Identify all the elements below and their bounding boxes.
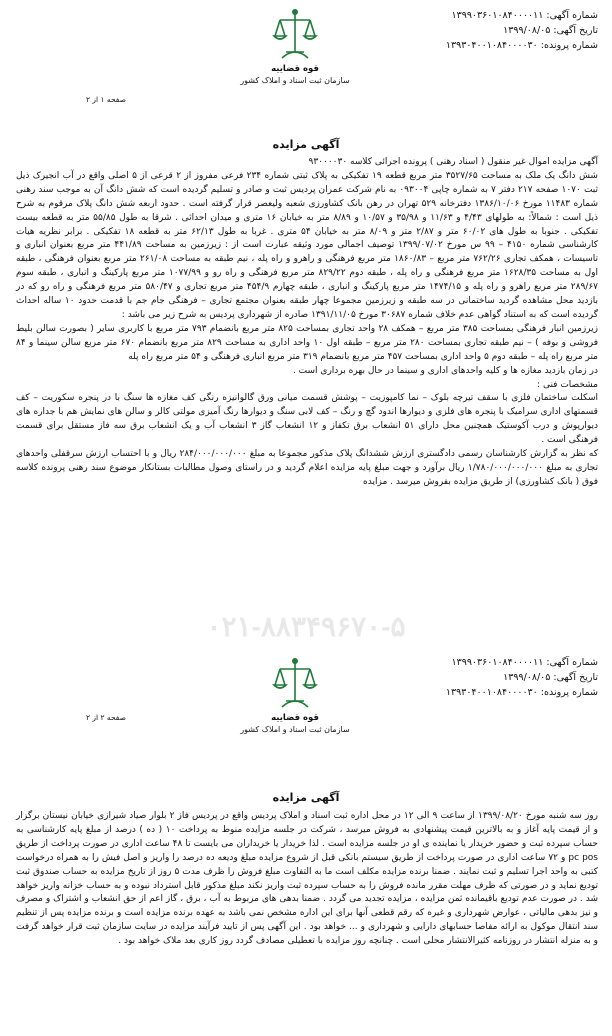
paragraph: مشخصات فنی : xyxy=(537,379,598,390)
file-number: شماره پرونده: ۱۳۹۳۰۴۰۰۱۰۸۴۰۰۰۰۳۰ xyxy=(445,687,598,698)
judiciary-emblem-icon xyxy=(272,6,318,64)
watermark-phone: ۰۲۱-۸۸۳۴۹۶۷۰-۵ xyxy=(206,611,406,642)
notice-date: تاریخ آگهی: ۱۳۹۹/۰۸/۰۵ xyxy=(503,672,598,683)
paragraph: آگهی مزایده اموال غیر منقول ( اسناد رهنی ) پرونده اجرائی کلاسه ۹۳۰۰۰۰۳۰ xyxy=(308,157,598,167)
paragraph: که نظر به گزارش کارشناسان رسمی دادگستری ارزش ششدانگ پلاک مذکور مجموعا به مبلغ ۲۸۴/۰۰۰/۰۰۰/۰۰۰ ریال و با احتساب ارزش سرقفلی واحدهای تجاری به مبلغ ۱/۷۸۰/۰۰۰/۰۰۰/۰۰۰ ریال برآورد و جهت مبلغ پایه مزایده اعلام گردید و در راستای وصول مطالبات بستانکار موضوع سند رهنی پرونده کلاسه فوق ( بانک کشاورزی) از طریق مزایده بفروش میرسد . مزایده xyxy=(16,449,598,487)
notice-2-header xyxy=(0,655,612,765)
notice-2-title: آگهی مزایده xyxy=(272,791,340,804)
notice-date: تاریخ آگهی: ۱۳۹۹/۰۸/۰۵ xyxy=(503,25,598,36)
logo-line-2: سازمان ثبت اسناد و املاک کشور xyxy=(240,76,350,85)
logo-line-1: قوه قضاییه xyxy=(271,713,319,723)
notice-2-body xyxy=(16,810,598,949)
paragraph: اسکلت ساختمان فلزی با سقف تیرچه بلوک – نما کامپوزیت – پوشش قسمت میانی ورق گالوانیزه رنگی کف مغازه ها سنگ با در پنجره سکوریت – کف قسمتهای اداری سرامیک با پنجره های فلزی و دیوارها اندود گچ و رنگ – کف لابی سنگ و دیوارها رنگ آمیزی مولتی کالر و سالن های نمایش هم با جداره های دیوارپوش و درب آکوستیک همچنین محل دارای ۵۱ انشعاب برق تکفاز و ۱۲ انشعاب گاز ۳ انشعاب آب و یک انشعاب برق سه فاز مستقل برای قسمت فرهنگی است . xyxy=(16,393,599,446)
judiciary-emblem-icon xyxy=(272,655,318,713)
paragraph: شش دانگ یک ملک به مساحت ۳۵۲۷/۶۵ متر مربع قطعه ۱۹ تفکیکی به پلاک ثبتی شماره ۲۳۴ فرعی مفروز از ۲ قرعی از ۵ اصلی واقع در آب انجیرک ذیل ثبت ۱۰۷۰ صفحه ۲۱۷ دفتر ۷ به شماره چاپی ۰۹۳۰۰۴ به نام شرکت عمران پردیس ثبت و صادر و تسلیم گردیده است که شش دانگ آن به موجب سند رهنی شماره ۱۱۴۸۳ مورخ ۱۳۸۶/۱۰/۰۶ دفترخانه ۵۲۹ تهران در رهن بانک کشاورزی شعبه ولیعصر قرار گرفته است . حدود اربعه شش دانگ پلاک مرقوم به شرح ذیل است : شمالاً: به طولهای ۴/۴۳ و ۱۱/۶۳ و ۳۵/۹۸ و ۱۰/۵۷ و ۸/۸۹ متر به خیابان ۱۶ متری و میدان احداثی . شرقا به طول ۵۵/۸۵ متر به قطعه بیست تفکیکی . جنوبا به طول های ۶۰/۰۲ متر و ۲/۸۷ متر و ۸/۰۹ متر به خیابان ۵۴ متری . غربا به طول ۶۲/۱۳ متر به قطعه ۱۸ تفکیکی . برابر نظریه هیات کارشناسی شماره ۴۱۵۰ – ۹۹ س مورخ ۱۳۹۹/۰۷/۰۲ توصیف اجمالی مورد وثیقه عبارت است از : زیرزمین به مساحت ۴۴۱/۸۹ متر مربع بعنوان انباری و تاسیسات ، همکف تجاری ۷۶۲/۲۶ متر مربع – ۱۸۶۰/۸۳ متر مربع فرهنگی و راهرو و راه پله ، نیم طبقه به مساحت ۲۶۱/۰۸ متر مربع بعنوان فرهنگی ، طبقه اول به مساحت ۱۶۲۸/۳۵ متر مربع فرهنگی و راه پله ، طبقه دوم ۸۲۹/۲۲ متر مربع فرهنگی و راه رو و ۱۰۷۷/۹۹ متر مربع پارکینگ و انباری ، طبقه سوم ۲۸۹/۶۷ متر مربع راهرو و راه پله و ۱۴۷۴/۱۵ متر مربع پارکینگ و انباری ، طبقه چهارم ۴۵۴/۹ متر مربع تجاری و ۵۸۰/۴۷ متر مربع فرهنگی و راه رو که در بازدید محل مشاهده گردید ساختمانی در سه طبقه و زیرزمین مجموعا چهار طبقه بعنوان مجتمع تجاری – فرهنگی جام جم با قدمت حدود ۱۰ ساله احداث گردیده است که به استناد گواهی عدم خلاف شماره ۳۰۶۸۷ مورخ ۱۳۹۱/۱۱/۰۵ صادره از شهرداری پردیس به شرح زیر می باشد : xyxy=(16,170,599,320)
paragraph: در زمان بازدید مغازه ها و کلیه واحدهای اداری و سینما در حال بهره برداری است . xyxy=(292,365,598,376)
notice-1-meta xyxy=(446,8,598,53)
notice-1-header xyxy=(0,0,612,110)
judiciary-logo xyxy=(240,655,350,735)
file-number: شماره پرونده: ۱۳۹۳۰۴۰۰۱۰۸۴۰۰۰۰۳۰ xyxy=(445,40,598,51)
page-number: صفحه ۲ از ۲ xyxy=(86,713,126,722)
notice-1-body xyxy=(16,156,598,490)
judiciary-logo xyxy=(240,6,350,86)
logo-line-1: قوه قضاییه xyxy=(271,64,319,74)
paragraph: زیرزمین انبار فرهنگی بمساحت ۳۸۵ متر مربع – همکف ۲۸ واحد تجاری بمساحت ۸۲۵ متر مربع بانضمام ۷۹۳ متر مربع با کاربری سایر ( بصورت سالن بلیط فروشی و بوفه ) – نیم طبقه تجاری بمساحت ۲۸۰ متر مربع – طبقه اول ۱۰ واحد اداری به مساحت ۸۲۹ متر مربع بانضمام ۶۷۰ متر مربع سالن سینما و ۸۴ متر مربع راه پله – طبقه دوم ۵ واحد اداری بمساحت ۴۵۷ متر مربع بانضمام ۳۱۹ متر مربع انباری فرهنگی و ۵۴ متر مربع راه پله xyxy=(16,323,599,362)
notice-2-meta xyxy=(446,655,598,700)
logo-line-2: سازمان ثبت اسناد و املاک کشور xyxy=(240,725,350,734)
page-number: صفحه ۱ از ۲ xyxy=(86,95,126,104)
notice-1-title: آگهی مزایده xyxy=(272,138,340,151)
notice-number: شماره آگهی: ۱۳۹۹۰۳۶۰۱۰۸۴۰۰۰۰۱۱ xyxy=(451,10,598,21)
paragraph: روز سه شنبه مورخ ۱۳۹۹/۰۸/۲۰ از ساعت ۹ الی ۱۲ در محل اداره ثبت اسناد و املاک پردیس واقع در پردیس فاز ۲ بلوار صیاد شیرازی خیابان نیستان برگزار و از قیمت پایه آغاز و به بالاترین قیمت پیشنهادی به فروش میرسد ، شرکت در جلسه مزایده منوط به پرداخت ۱۰ ( ده ) درصد از مبلغ پایه کارشناسی به حساب سپرده ثبت و حضور خریدار یا نماینده ی او در جلسه مزایده است . لذا خریدار یا خریداران می بایست تا ۴۸ ساعت اداری در صورت پرداخت از طریق pc pos و ۷۲ ساعت اداری در صورت پرداخت از طریق سیستم بانکی قبل از شروع مزایده مبلغ ودیعه ده درصد را واریز و اصل فیش را به همراه درخواست کتبی به واحد اجرا تسلیم و ثبت نمایند . ضمنا برنده مزایده مکلف است ما به التفاوت مبلغ فروش را ظرف مدت ۵ روز از تاریخ مزایده به حساب صندوق ثبت تودیع نماید و در صورتی که ظرف مهلت مقرر مانده فروش را به حساب سپرده ثبت واریز نکند مبلغ مذکور قابل استرداد نبوده و به حساب خزانه واریز خواهد شد . در صورت عدم تودیع باقیمانده ثمن مزایده ، مزایده تجدید می گردد . ضمنا بدهی های مربوط به آب ، برق ، گاز اعم از حق انشعاب و اشتراک و مصرف و نیز بدهی مالیاتی ، عوارض شهرداری و غیره که رقم قطعی آنها برای این اداره مشخص نمی باشد به عهده برنده مزایده است و برنده مزایده پس از تنظیم سند انتقال موکول به ارائه مفاصا حسابهای دارایی و شهرداری و ... خواهد بود . این آگهی پس از تایید فرآیند مزایده در سایت سازمان ثبت قرار خواهد گرفت و به منزله انتشار در روزنامه کثیرالانتشار محلی است . چنانچه روز مزایده با تعطیلی مصادف گردد روز کاری بعد ملاک خواهد بود . xyxy=(16,811,598,947)
notice-number: شماره آگهی: ۱۳۹۹۰۳۶۰۱۰۸۴۰۰۰۰۱۱ xyxy=(451,657,598,668)
